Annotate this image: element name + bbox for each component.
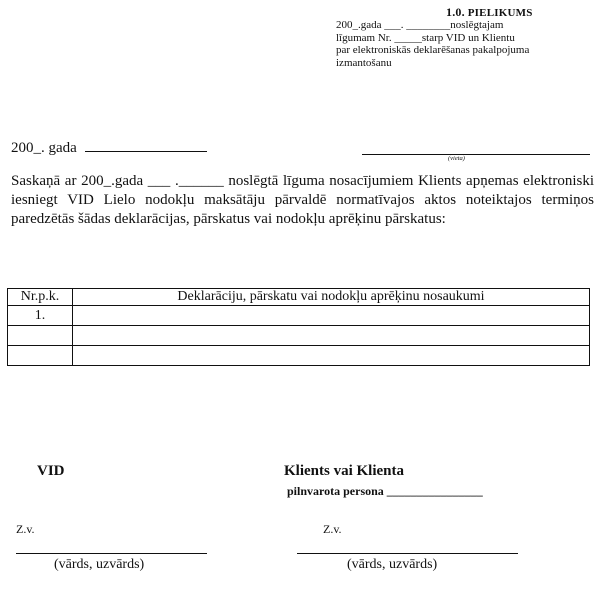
- seal-place-right: Z.v.: [323, 522, 342, 536]
- row-title-cell[interactable]: [73, 306, 590, 326]
- date-field: [11, 137, 207, 157]
- row-number-cell[interactable]: [8, 346, 73, 366]
- authorized-person-line: pilnvarota persona ________________: [287, 484, 483, 498]
- row-title-cell[interactable]: [73, 326, 590, 346]
- row-number-cell[interactable]: 1.: [8, 306, 73, 326]
- header-title: Deklarāciju, pārskatu vai nodokļu aprēķinu nosaukumi: [73, 289, 590, 306]
- client-name-caption: (vārds, uzvārds): [347, 557, 438, 572]
- reference-line-2-end: starp VID un Klientu: [421, 31, 515, 44]
- contract-reference: [336, 19, 529, 69]
- reference-line-3: par elektroniskās deklarēšanas pakalpojuma: [336, 44, 530, 56]
- vid-signature-heading: VID: [37, 463, 65, 479]
- reference-line-1-date: 200_.gada ___. ________: [336, 19, 451, 31]
- vid-signature-line[interactable]: [16, 553, 207, 554]
- seal-place-left: Z.v.: [16, 522, 35, 536]
- client-signature-line[interactable]: [297, 553, 518, 554]
- table-row: [8, 326, 590, 346]
- vid-name-caption: (vārds, uzvārds): [54, 557, 145, 572]
- date-prefix: 200_. gada: [11, 140, 77, 156]
- place-caption: (vieta): [448, 155, 465, 162]
- header-number: Nr.p.k.: [8, 289, 73, 306]
- annex-number: 1.0.: [446, 5, 465, 19]
- place-blank[interactable]: [362, 154, 590, 155]
- reference-line-1-end: noslēgtajam: [450, 19, 504, 31]
- table-row: [8, 346, 590, 366]
- body-paragraph: Saskaņā ar 200_.gada ___ .______ noslēgtā līguma nosacījumiem Klients apņemas elektroniski iesniegt VID Lielo nodokļu maksātāju pārvaldē normatīvajos aktos noteiktajos termiņos paredzētās šādas deklarācijas, pārskatus vai nodokļu aprēķinu pārskatus:: [11, 173, 594, 227]
- date-blank[interactable]: [85, 137, 207, 152]
- table-header-row: [8, 289, 590, 306]
- declarations-table: [7, 288, 590, 366]
- reference-line-2: [336, 32, 529, 45]
- reference-line-1: [336, 19, 529, 32]
- table-row: [8, 306, 590, 326]
- annex-label: PIELIKUMS: [467, 7, 533, 19]
- row-number-cell[interactable]: [8, 326, 73, 346]
- row-title-cell[interactable]: [73, 346, 590, 366]
- client-signature-heading: Klients vai Klienta: [284, 463, 404, 479]
- annex-title: [446, 5, 533, 20]
- reference-line-4: izmantošanu: [336, 56, 392, 69]
- reference-line-2-number: līgumam Nr. _____: [336, 31, 422, 44]
